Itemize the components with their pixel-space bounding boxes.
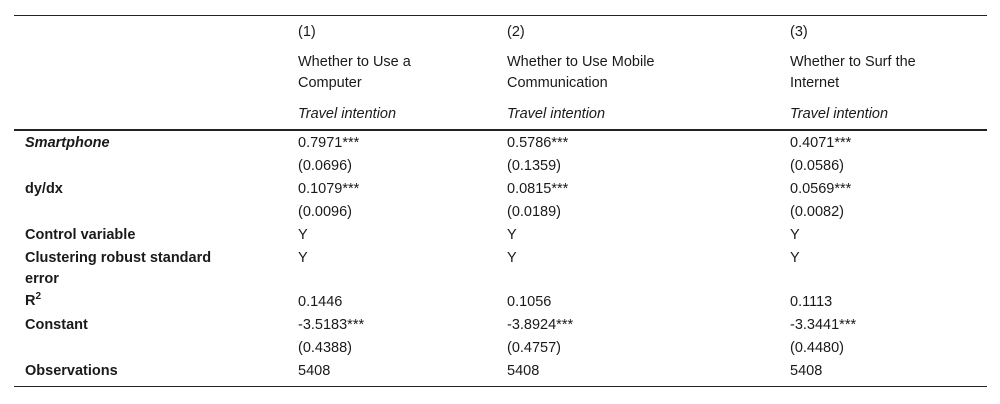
row-label-smartphone: Smartphone	[25, 135, 110, 151]
row-label-dydx: dy/dx	[25, 181, 63, 197]
dydx-se-1: (0.0096)	[298, 204, 353, 220]
r2-superscript: 2	[35, 291, 42, 303]
constant-coef-3: -3.3441***	[790, 317, 857, 333]
table-top-rule	[14, 15, 987, 16]
row-label-cluster-line-1: Clustering robust standard	[25, 250, 212, 266]
row-label-control: Control variable	[25, 227, 136, 243]
col-title-1-line-1: Whether to Use a	[298, 54, 411, 70]
smartphone-se-2: (0.1359)	[507, 158, 562, 174]
row-label-observations: Observations	[25, 363, 118, 379]
r2-base: R	[25, 293, 36, 309]
r2-value-1: 0.1446	[298, 294, 343, 310]
observations-value-3: 5408	[790, 363, 823, 379]
r2-value-2: 0.1056	[507, 294, 552, 310]
dydx-coef-3: 0.0569***	[790, 181, 852, 197]
cluster-value-1: Y	[298, 250, 308, 266]
col-title-2-line-2: Communication	[507, 75, 608, 91]
r2-value-3: 0.1113	[790, 294, 833, 310]
col-title-3-line-1: Whether to Surf the	[790, 54, 916, 70]
dydx-coef-2: 0.0815***	[507, 181, 569, 197]
col-number-2: (2)	[507, 24, 525, 40]
smartphone-se-3: (0.0586)	[790, 158, 845, 174]
constant-coef-2: -3.8924***	[507, 317, 574, 333]
dydx-coef-1: 0.1079***	[298, 181, 360, 197]
cluster-value-3: Y	[790, 250, 800, 266]
smartphone-coef-2: 0.5786***	[507, 135, 569, 151]
dep-var-2: Travel intention	[507, 106, 606, 122]
observations-value-1: 5408	[298, 363, 331, 379]
control-value-3: Y	[790, 227, 800, 243]
row-label-cluster-line-2: error	[25, 271, 59, 287]
col-title-1-line-2: Computer	[298, 75, 362, 91]
col-title-3-line-2: Internet	[790, 75, 840, 91]
constant-coef-1: -3.5183***	[298, 317, 365, 333]
row-label-constant: Constant	[25, 317, 88, 333]
header-rule	[14, 129, 987, 131]
smartphone-coef-1: 0.7971***	[298, 135, 360, 151]
col-number-1: (1)	[298, 24, 316, 40]
dydx-se-3: (0.0082)	[790, 204, 845, 220]
control-value-1: Y	[298, 227, 308, 243]
constant-se-3: (0.4480)	[790, 340, 845, 356]
row-label-r2	[25, 291, 41, 312]
constant-se-2: (0.4757)	[507, 340, 562, 356]
smartphone-se-1: (0.0696)	[298, 158, 353, 174]
col-title-2-line-1: Whether to Use Mobile	[507, 54, 655, 70]
col-number-3: (3)	[790, 24, 808, 40]
constant-se-1: (0.4388)	[298, 340, 353, 356]
dydx-se-2: (0.0189)	[507, 204, 562, 220]
cluster-value-2: Y	[507, 250, 517, 266]
dep-var-1: Travel intention	[298, 106, 397, 122]
observations-value-2: 5408	[507, 363, 540, 379]
dep-var-3: Travel intention	[790, 106, 889, 122]
smartphone-coef-3: 0.4071***	[790, 135, 852, 151]
table-bottom-rule	[14, 386, 987, 387]
control-value-2: Y	[507, 227, 517, 243]
